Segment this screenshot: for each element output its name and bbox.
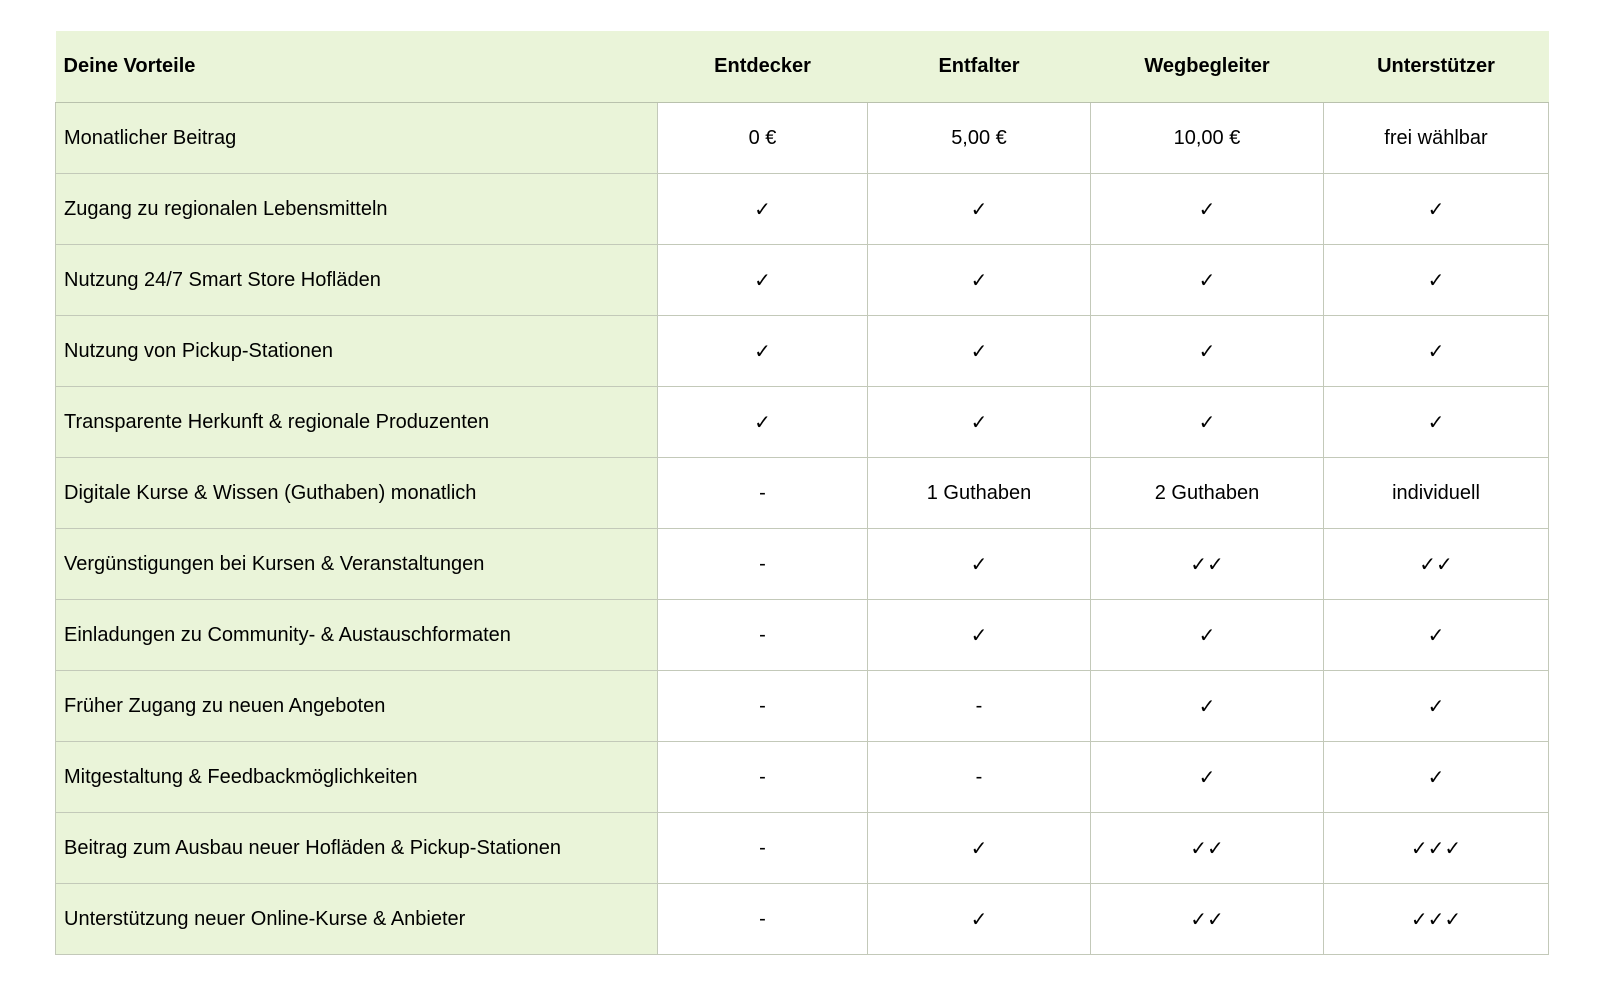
cell-wegbegleiter: 2 Guthaben xyxy=(1091,458,1324,529)
cell-entfalter: ✓ xyxy=(868,387,1091,458)
header-tier-wegbegleiter: Wegbegleiter xyxy=(1091,31,1324,103)
benefit-label: Zugang zu regionalen Lebensmitteln xyxy=(56,174,658,245)
cell-entdecker: - xyxy=(658,742,868,813)
header-tier-entfalter: Entfalter xyxy=(868,31,1091,103)
cell-entfalter: - xyxy=(868,742,1091,813)
cell-wegbegleiter: ✓✓ xyxy=(1091,884,1324,955)
membership-comparison-table xyxy=(55,31,1549,955)
cell-entdecker: ✓ xyxy=(658,174,868,245)
cell-wegbegleiter: 10,00 € xyxy=(1091,103,1324,174)
benefit-label: Früher Zugang zu neuen Angeboten xyxy=(56,671,658,742)
cell-entdecker: 0 € xyxy=(658,103,868,174)
cell-entfalter: ✓ xyxy=(868,529,1091,600)
cell-entfalter: ✓ xyxy=(868,813,1091,884)
cell-unterstuetzer: ✓ xyxy=(1324,671,1549,742)
cell-entdecker: ✓ xyxy=(658,316,868,387)
benefit-label: Nutzung von Pickup-Stationen xyxy=(56,316,658,387)
cell-unterstuetzer: ✓✓ xyxy=(1324,529,1549,600)
table-row xyxy=(56,103,1549,174)
table-row xyxy=(56,529,1549,600)
table-row xyxy=(56,884,1549,955)
cell-entdecker: - xyxy=(658,813,868,884)
benefit-label: Mitgestaltung & Feedbackmöglichkeiten xyxy=(56,742,658,813)
cell-wegbegleiter: ✓ xyxy=(1091,245,1324,316)
cell-entfalter: ✓ xyxy=(868,174,1091,245)
cell-unterstuetzer: ✓ xyxy=(1324,742,1549,813)
cell-wegbegleiter: ✓ xyxy=(1091,600,1324,671)
table-row xyxy=(56,458,1549,529)
cell-wegbegleiter: ✓ xyxy=(1091,387,1324,458)
cell-wegbegleiter: ✓ xyxy=(1091,671,1324,742)
table-body xyxy=(56,103,1549,955)
header-benefits: Deine Vorteile xyxy=(56,31,658,103)
cell-entfalter: - xyxy=(868,671,1091,742)
cell-wegbegleiter: ✓ xyxy=(1091,742,1324,813)
benefit-label: Einladungen zu Community- & Austauschformaten xyxy=(56,600,658,671)
cell-entdecker: - xyxy=(658,671,868,742)
table-row xyxy=(56,245,1549,316)
cell-unterstuetzer: frei wählbar xyxy=(1324,103,1549,174)
cell-entfalter: ✓ xyxy=(868,600,1091,671)
cell-unterstuetzer: ✓ xyxy=(1324,174,1549,245)
cell-unterstuetzer: ✓ xyxy=(1324,600,1549,671)
table-row xyxy=(56,174,1549,245)
cell-wegbegleiter: ✓✓ xyxy=(1091,529,1324,600)
cell-wegbegleiter: ✓ xyxy=(1091,316,1324,387)
cell-unterstuetzer: ✓ xyxy=(1324,316,1549,387)
cell-unterstuetzer: ✓✓✓ xyxy=(1324,813,1549,884)
table-row xyxy=(56,671,1549,742)
cell-entfalter: 5,00 € xyxy=(868,103,1091,174)
header-tier-unterstuetzer: Unterstützer xyxy=(1324,31,1549,103)
cell-unterstuetzer: ✓✓✓ xyxy=(1324,884,1549,955)
cell-unterstuetzer: ✓ xyxy=(1324,387,1549,458)
cell-entfalter: ✓ xyxy=(868,245,1091,316)
cell-entdecker: ✓ xyxy=(658,245,868,316)
cell-entfalter: ✓ xyxy=(868,884,1091,955)
cell-entfalter: 1 Guthaben xyxy=(868,458,1091,529)
cell-entdecker: - xyxy=(658,458,868,529)
benefit-label: Unterstützung neuer Online-Kurse & Anbieter xyxy=(56,884,658,955)
benefit-label: Vergünstigungen bei Kursen & Veranstaltungen xyxy=(56,529,658,600)
cell-entfalter: ✓ xyxy=(868,316,1091,387)
benefit-label: Transparente Herkunft & regionale Produzenten xyxy=(56,387,658,458)
benefit-label: Digitale Kurse & Wissen (Guthaben) monatlich xyxy=(56,458,658,529)
cell-entdecker: - xyxy=(658,529,868,600)
header-row xyxy=(56,31,1549,103)
cell-entdecker: - xyxy=(658,600,868,671)
table-row xyxy=(56,600,1549,671)
cell-entdecker: ✓ xyxy=(658,387,868,458)
cell-wegbegleiter: ✓ xyxy=(1091,174,1324,245)
table-row xyxy=(56,387,1549,458)
cell-wegbegleiter: ✓✓ xyxy=(1091,813,1324,884)
table-row xyxy=(56,742,1549,813)
benefit-label: Monatlicher Beitrag xyxy=(56,103,658,174)
cell-unterstuetzer: ✓ xyxy=(1324,245,1549,316)
table-row xyxy=(56,813,1549,884)
benefit-label: Beitrag zum Ausbau neuer Hofläden & Pickup-Stationen xyxy=(56,813,658,884)
benefit-label: Nutzung 24/7 Smart Store Hofläden xyxy=(56,245,658,316)
header-tier-entdecker: Entdecker xyxy=(658,31,868,103)
table-row xyxy=(56,316,1549,387)
cell-unterstuetzer: individuell xyxy=(1324,458,1549,529)
table-header xyxy=(56,31,1549,103)
cell-entdecker: - xyxy=(658,884,868,955)
